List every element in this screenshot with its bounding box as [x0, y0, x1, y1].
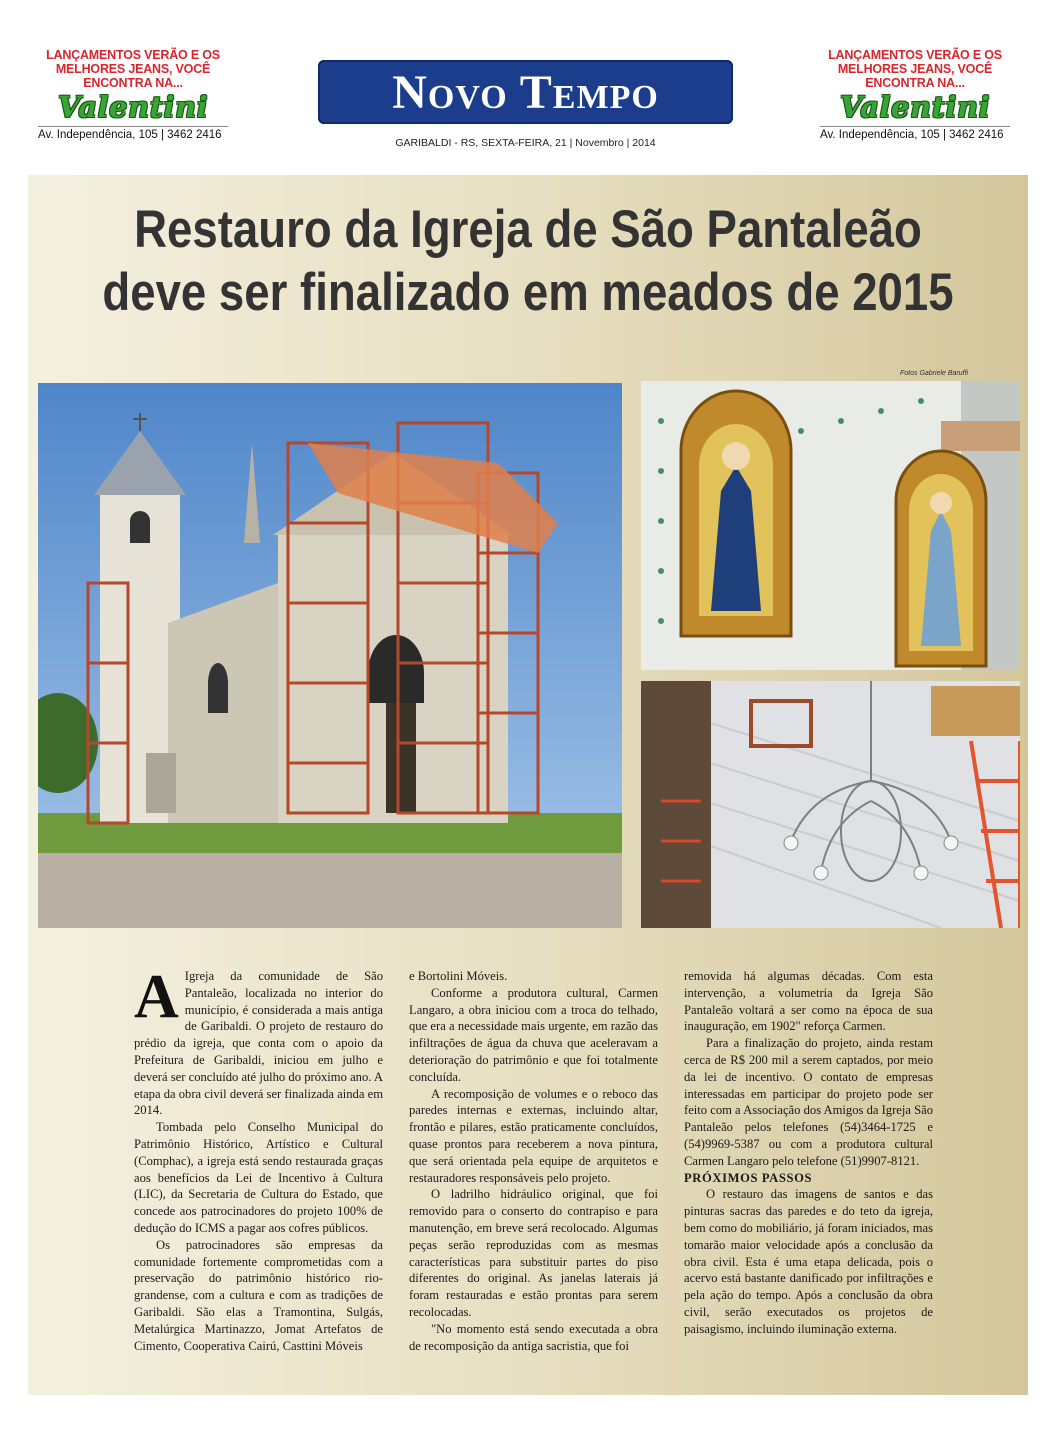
religious-paintings-photo [641, 381, 1020, 670]
ad-promo-text: LANÇAMENTOS VERÃO E OS MELHORES JEANS, VOCÊ ENCONTRA NA... [828, 48, 1002, 90]
ad-address: Av. Independência, 105 | 3462 2416 [820, 126, 1010, 141]
article-paragraph: Os patrocinadores são empresas da comunidade fortemente comprometidas com a preservação do patrimônio histórico rio-grandense, com a cultura e com as tradições de Garibaldi. São elas a Tramontina, Sulgás, Metalúrgica Martinazzo, Jomat Artefatos de Cimento, Cooperativa Cairú, Casttini Móveis [134, 1237, 383, 1353]
article-paragraph: Conforme a produtora cultural, Carmen Langaro, a obra iniciou com a troca do telhado, que era a necessidade mais urgente, em razão das infiltrações de água da chuva que aceleravam a deterioração do patrimônio e que foi totalmente concluída. [409, 985, 658, 1084]
ad-address: Av. Independência, 105 | 3462 2416 [38, 126, 228, 141]
article-column-3 [684, 968, 933, 1378]
article-paragraph: Tombada pelo Conselho Municipal do Patrimônio Histórico, Artístico e Cultural (Comphac), a igreja está sendo restaurada graças aos benefícios da Lei de Incentivo à Cultura (LIC), da Secretaria de Cultura do Estado, que concede aos patrocinadores do projeto 100% de dedução do ICMS a pagar aos cofres públicos. [134, 1120, 383, 1235]
article-body [134, 963, 934, 1378]
section-subhead: PRÓXIMOS PASSOS [684, 1170, 813, 1185]
ad-brand-logo: Valentini [839, 90, 991, 124]
article-column-2 [409, 968, 658, 1378]
article-paragraph: removida há algumas décadas. Com esta intervenção, a volumetria da Igreja São Pantaleão voltará a ser como na época de sua inauguração, em 1902" reforça Carmen. [684, 969, 933, 1034]
article-paragraph: A Igreja da comunidade de São Pantaleão, localizada no interior do município, é considerada a mais antiga de Garibaldi. O projeto de restauro do prédio da igreja, que conta com o apoio da Prefeitura de Garibaldi, iniciou em julho e deverá ser concluído até julho do próximo ano. A etapa da obra civil deverá ser finalizada ainda em 2014. [134, 963, 383, 1118]
article-column-1 [134, 963, 383, 1378]
article-paragraph: "No momento está sendo executada a obra de recomposição da antiga sacristia, que foi [409, 1321, 658, 1353]
ad-promo-text: LANÇAMENTOS VERÃO E OS MELHORES JEANS, VOCÊ ENCONTRA NA... [46, 48, 220, 90]
article-paragraph: O restauro das imagens de santos e das pinturas sacras das paredes e do teto da igreja, bem como do mobiliário, já foram iniciados, mas tomarão maior velocidade após a conclusão da obra civil. Esta é uma etapa delicada, pois o acervo está bastante danificado por infiltrações e pela ação do tempo. Após a conclusão da obra civil, serão executados os projetos de paisagismo, incluindo iluminação externa. [684, 1187, 933, 1336]
article-paragraph: e Bortolini Móveis. [409, 969, 508, 983]
ad-valentini-left[interactable] [38, 48, 228, 141]
drop-cap: A [134, 963, 179, 1031]
article-paragraph: A recomposição de volumes e o reboco das paredes internas e externas, incluindo altar, frontão e pilares, estão praticamente concluídos, quase prontos para receberem a nova pintura, que será orientada pela equipe de arquitetos e restauradores responsáveis pelo projeto. [409, 1086, 658, 1185]
newspaper-title: Novo Tempo [392, 65, 659, 119]
ad-brand-logo: Valentini [57, 90, 209, 124]
masthead [318, 60, 733, 124]
church-exterior-photo [38, 383, 622, 928]
ad-valentini-right[interactable] [820, 48, 1010, 141]
photo-credit: Fotos Gabriele Baruffi [900, 370, 969, 377]
article-paragraph: Para a finalização do projeto, ainda restam cerca de R$ 200 mil a serem captados, por meio da lei de incentivo. O contato de empresas interessadas em participar do projeto pode ser feito com a Associação dos Amigos da Igreja São Pantaleão pelos telefones (54)3464-1725 e (54)9969-5387 ou com a produtora cultural Carmen Langaro pelo telefone (51)9907-8121. [684, 1036, 934, 1168]
dateline: GARIBALDI - RS, SEXTA-FEIRA, 21 | Novembro | 2014 [395, 137, 656, 149]
chandelier-ceiling-photo [641, 681, 1020, 928]
article-paragraph: O ladrilho hidráulico original, que foi removido para o conserto do contrapiso e para manutenção, em breve será recolocado. Algumas peças serão reproduzidas com as mesmas características para substituir partes do piso diferentes do original. As janelas laterais já foram restauradas e estão prontas para serem recolocadas. [409, 1187, 658, 1319]
headline: Restauro da Igreja de São Pantaleão deve ser finalizado em meados de 2015 [102, 200, 954, 322]
